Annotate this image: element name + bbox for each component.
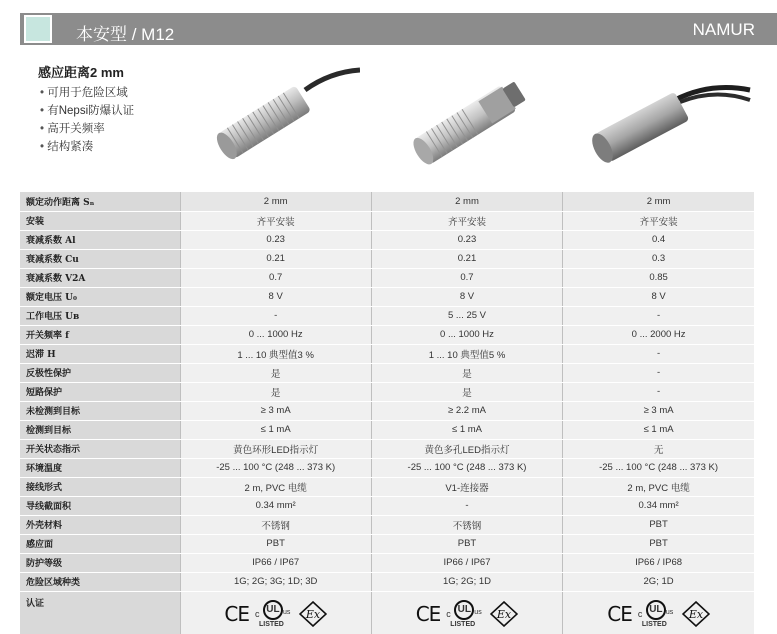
cell-value: ≥ 3 mA [563,401,754,420]
cert-label: 认证 [20,591,180,634]
cell-value: 0.21 [371,249,562,268]
cell-value: -25 ... 100 °C (248 ... 373 K) [371,458,562,477]
row-label: 衰减系数 V2A [20,268,180,287]
cert-marks-cell [371,591,562,634]
cell-value: 0.3 [563,249,754,268]
table-row [20,306,754,325]
cell-value: - [563,382,754,401]
table-row [20,287,754,306]
row-label: 感应面 [20,534,180,553]
cell-value: 是 [180,363,371,382]
row-label: 安装 [20,211,180,230]
cert-marks-cell [180,591,371,634]
row-label: 反极性保护 [20,363,180,382]
cell-value: 2 mm [180,192,371,211]
cell-value: 黄色环形LED指示灯 [180,439,371,458]
cell-value: 1G; 2G; 1D [371,572,562,591]
cell-value: 8 V [371,287,562,306]
ul-text: UL [263,600,283,620]
ul-us-text: us [282,608,291,616]
table-row [20,572,754,591]
ul-listed-text: LISTED [641,620,667,628]
ul-text: UL [646,600,666,620]
cell-value: ≥ 2.2 mA [371,401,562,420]
ce-mark-icon: CE [224,601,249,626]
cell-value: ≤ 1 mA [371,420,562,439]
sensor-image-1 [210,62,360,174]
cell-value: 0.23 [371,230,562,249]
table-row [20,192,754,211]
cell-value: PBT [563,534,754,553]
row-label: 接线形式 [20,477,180,496]
ul-us-text: us [665,608,674,616]
page-title: 本安型 / M12 [76,25,175,44]
row-label: 开关状态指示 [20,439,180,458]
cell-value: 0 ... 1000 Hz [371,325,562,344]
table-row [20,496,754,515]
table-row [20,249,754,268]
cert-marks [181,598,371,630]
row-label: 未检测到目标 [20,401,180,420]
cell-value: 8 V [563,287,754,306]
cell-value: 是 [371,363,562,382]
ul-c-text: c [446,608,451,619]
cell-value: 不锈钢 [180,515,371,534]
row-label: 短路保护 [20,382,180,401]
cert-marks-cell [563,591,754,634]
table-row [20,211,754,230]
cell-value: 是 [371,382,562,401]
ce-mark-icon: CE [607,601,632,626]
table-row [20,401,754,420]
cell-value: 0.21 [180,249,371,268]
cell-value: 0.85 [563,268,754,287]
row-label: 开关频率 f [20,325,180,344]
cell-value: 0.7 [371,268,562,287]
cell-value: 0.7 [180,268,371,287]
cell-value: 齐平安装 [180,211,371,230]
ul-text: UL [454,600,474,620]
ex-mark-icon [299,601,327,627]
cell-value: 是 [180,382,371,401]
cell-value: 不锈钢 [371,515,562,534]
ex-text: Ex [688,607,703,621]
cell-value: 0.4 [563,230,754,249]
cell-value: - [563,306,754,325]
row-label: 衰减系数 Al [20,230,180,249]
cell-value: 1 ... 10 典型值3 % [180,344,371,363]
feature-item: • 结构紧凑 [40,138,134,156]
cell-value: 2 m, PVC 电缆 [563,477,754,496]
row-label: 衰减系数 Cu [20,249,180,268]
intro-title: 感应距离2 mm [38,65,124,80]
header-square-icon [24,15,52,43]
table-row [20,458,754,477]
cell-value: 0.34 mm² [563,496,754,515]
feature-item: • 高开关频率 [40,120,134,138]
cell-value: 2 m, PVC 电缆 [180,477,371,496]
cell-value: -25 ... 100 °C (248 ... 373 K) [563,458,754,477]
table-row [20,534,754,553]
cell-value: 8 V [180,287,371,306]
table-row [20,382,754,401]
cert-row [20,591,754,634]
cell-value: PBT [563,515,754,534]
ul-listed-icon [255,598,293,630]
cert-marks [563,598,754,630]
cell-value: 0.23 [180,230,371,249]
table-row [20,325,754,344]
table-row [20,515,754,534]
table-row [20,553,754,572]
cell-value: 齐平安装 [371,211,562,230]
table-row [20,363,754,382]
cell-value: IP66 / IP67 [180,553,371,572]
row-label: 环境温度 [20,458,180,477]
feature-item: • 有Nepsi防爆认证 [40,102,134,120]
cell-value: IP66 / IP68 [563,553,754,572]
row-label: 额定动作距离 Sₙ [20,192,180,211]
feature-list [40,84,134,156]
sensor-image-3 [585,62,755,174]
ex-mark-icon [682,601,710,627]
table-row [20,420,754,439]
cell-value: PBT [371,534,562,553]
cell-value: 2G; 1D [563,572,754,591]
cell-value: 0.34 mm² [180,496,371,515]
cell-value: 齐平安装 [563,211,754,230]
ex-text: Ex [497,607,512,621]
row-label: 防护等级 [20,553,180,572]
cell-value: - [371,496,562,515]
row-label: 迟滞 H [20,344,180,363]
table-row [20,439,754,458]
feature-item: • 可用于危险区域 [40,84,134,102]
cell-value: 5 ... 25 V [371,306,562,325]
ex-mark-icon [490,601,518,627]
row-label: 外壳材料 [20,515,180,534]
spec-table [20,192,754,634]
cell-value: 1G; 2G; 3G; 1D; 3D [180,572,371,591]
ul-listed-text: LISTED [258,620,284,628]
cell-value: 2 mm [371,192,562,211]
cell-value: 黄色多孔LED指示灯 [371,439,562,458]
table-row [20,344,754,363]
ul-listed-icon [446,598,484,630]
cell-value: 0 ... 2000 Hz [563,325,754,344]
table-row [20,268,754,287]
cell-value: ≤ 1 mA [563,420,754,439]
cell-value: - [563,344,754,363]
row-label: 额定电压 U₀ [20,287,180,306]
cell-value: ≥ 3 mA [180,401,371,420]
row-label: 检测到目标 [20,420,180,439]
top-strip [0,0,777,13]
row-label: 危险区域种类 [20,572,180,591]
cell-value: - [180,306,371,325]
ul-us-text: us [474,608,482,616]
cell-value: - [563,363,754,382]
sensor-image-2 [400,62,550,174]
header-category: NAMUR [692,20,755,39]
ul-c-text: c [637,608,643,619]
row-label: 工作电压 Uʙ [20,306,180,325]
cell-value: ≤ 1 mA [180,420,371,439]
cell-value: 0 ... 1000 Hz [180,325,371,344]
cell-value: PBT [180,534,371,553]
table-row [20,477,754,496]
cell-value: IP66 / IP67 [371,553,562,572]
ce-mark-icon: CE [415,601,441,626]
cert-marks [372,598,562,630]
ul-listed-icon [638,598,676,630]
cell-value: 2 mm [563,192,754,211]
cell-value: 1 ... 10 典型值5 % [371,344,562,363]
row-label: 导线截面积 [20,496,180,515]
cell-value: -25 ... 100 °C (248 ... 373 K) [180,458,371,477]
cell-value: V1-连接器 [371,477,562,496]
ex-text: Ex [305,607,321,621]
cell-value: 无 [563,439,754,458]
ul-c-text: c [254,608,260,619]
ul-listed-text: LISTED [450,620,476,628]
table-row [20,230,754,249]
